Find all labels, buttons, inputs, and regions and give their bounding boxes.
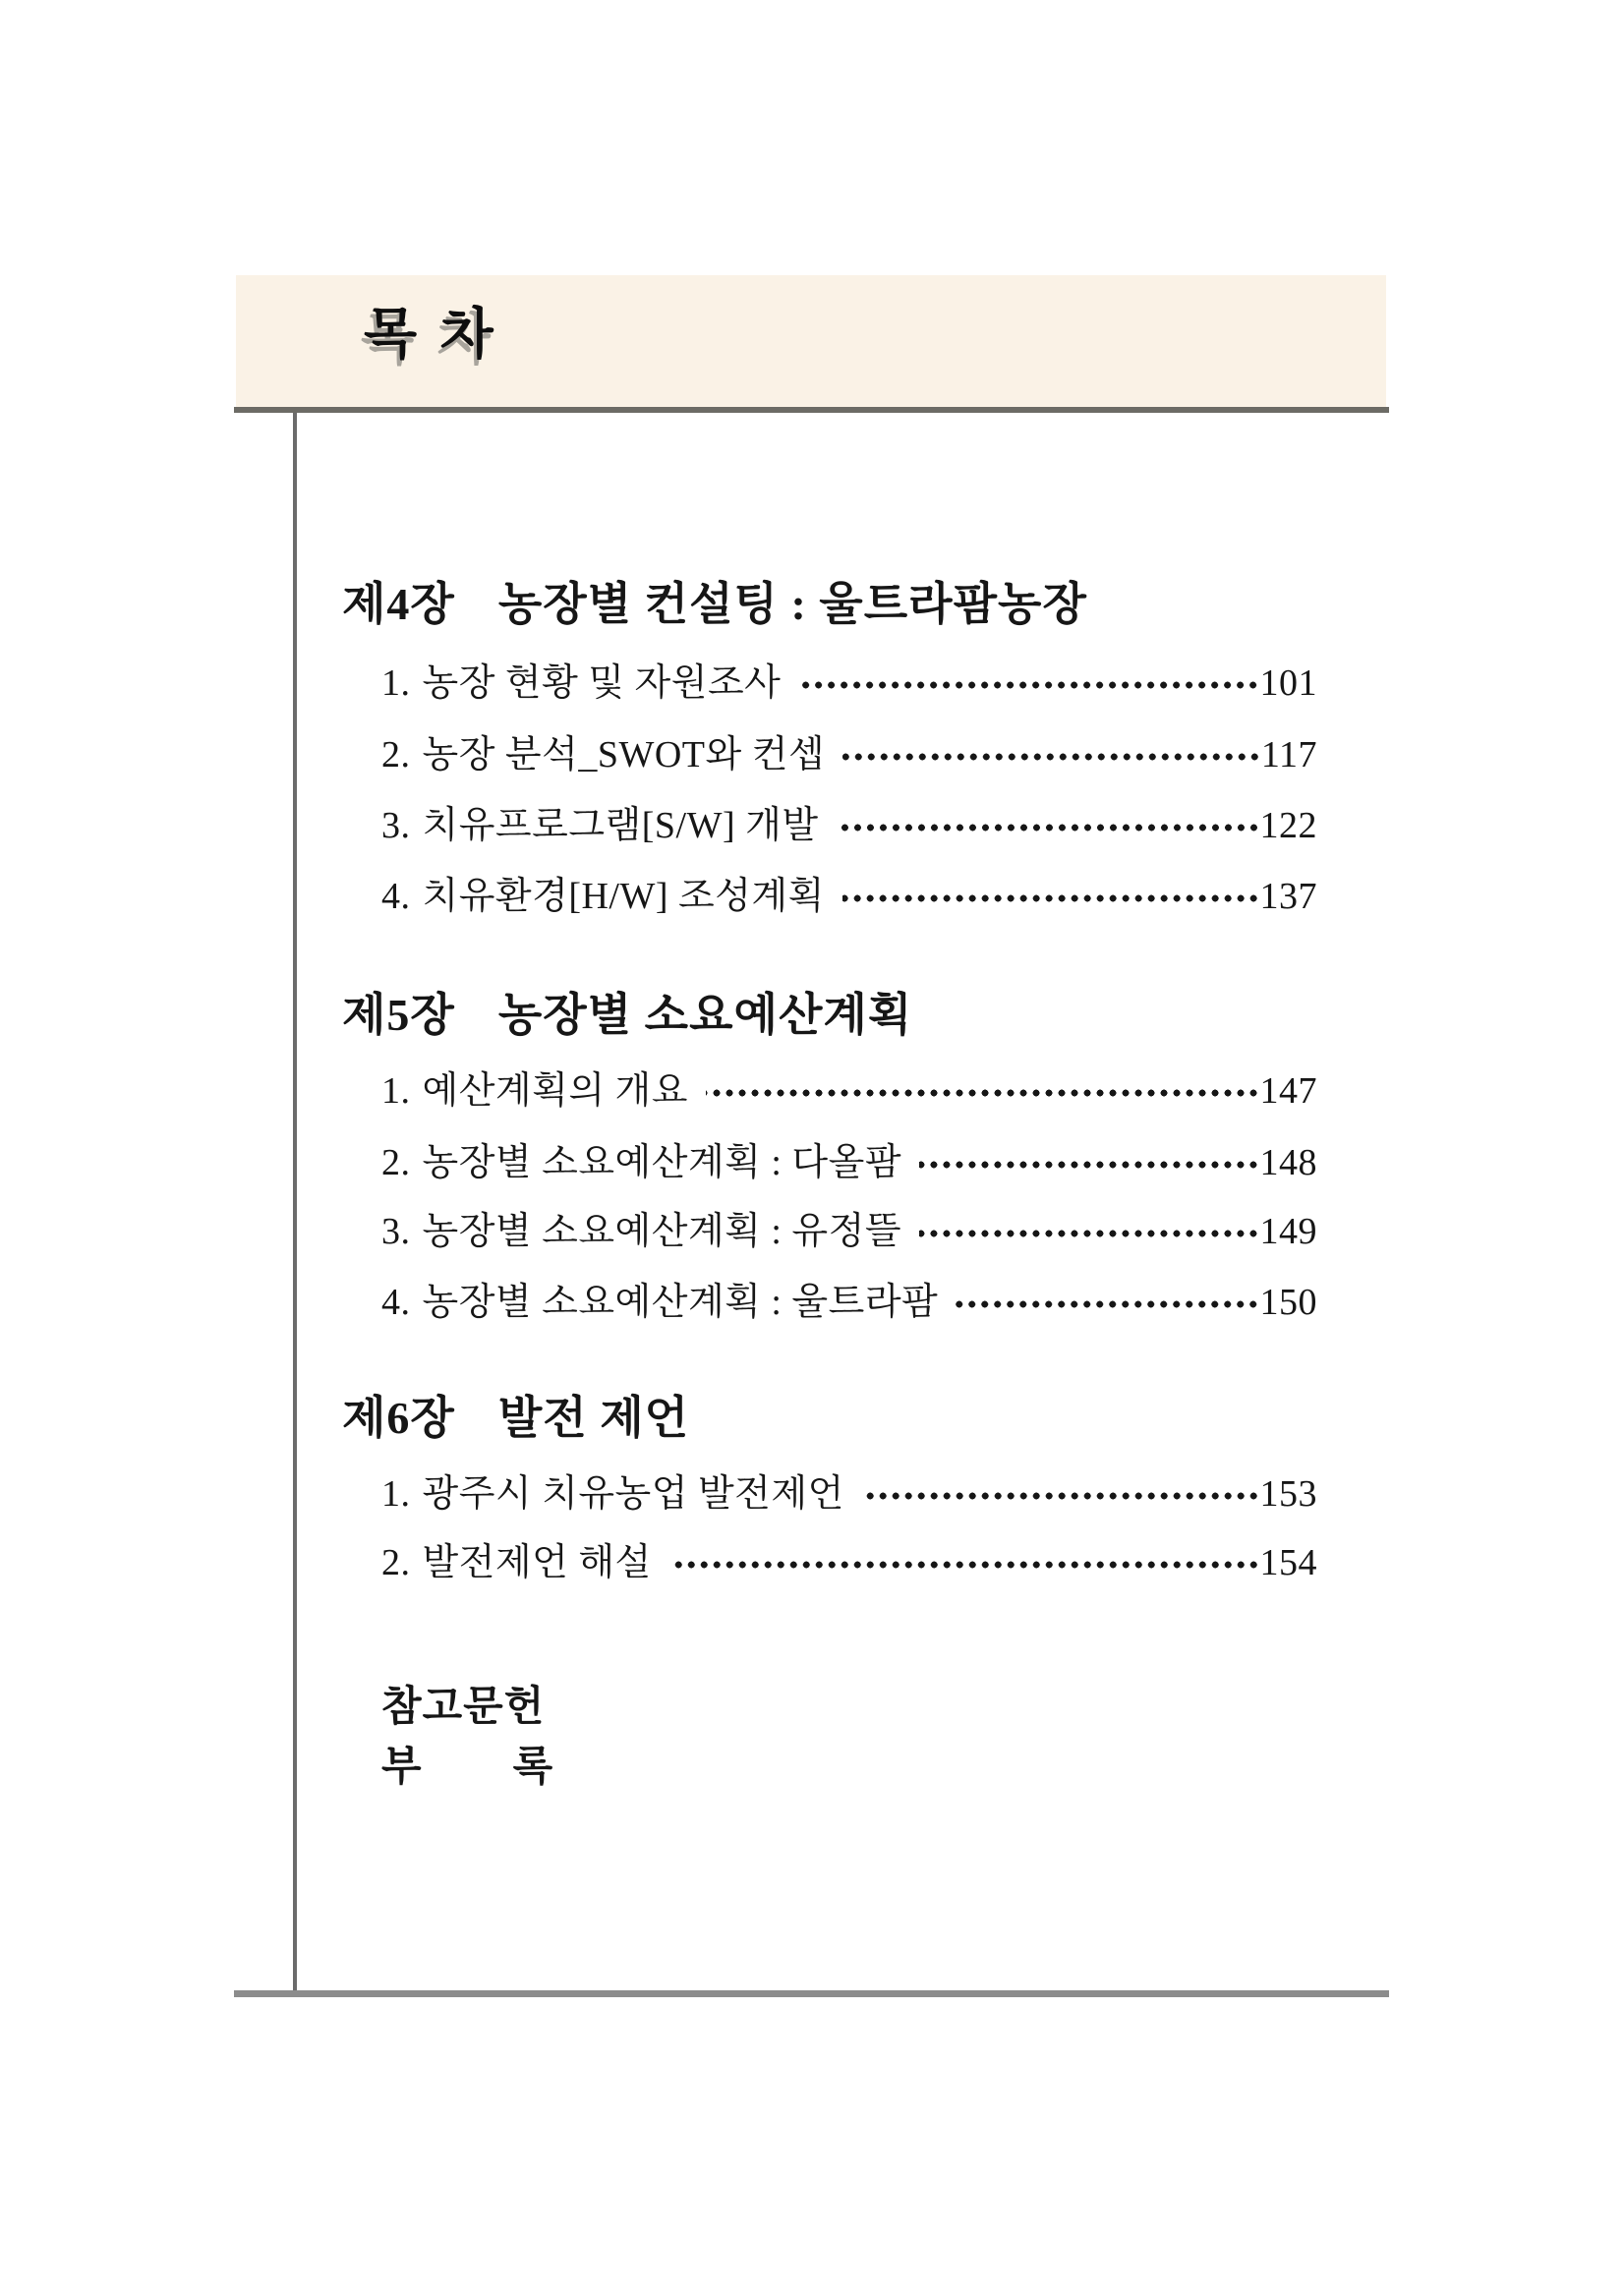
- toc-item: [381, 1140, 1317, 1185]
- dot-leader: [956, 1298, 1259, 1310]
- toc-item: [381, 660, 1317, 706]
- item-number: 2.: [381, 734, 411, 775]
- page-number: 137: [1259, 876, 1317, 917]
- page-number: 154: [1259, 1542, 1317, 1583]
- item-label: 치유환경[H/W] 조성계획: [422, 876, 825, 917]
- dot-leader: [706, 1087, 1260, 1099]
- toc-item: [381, 1540, 1317, 1585]
- item-number: 3.: [381, 1211, 411, 1252]
- item-number: 4.: [381, 1282, 411, 1323]
- page-number: 101: [1259, 662, 1317, 704]
- toc-item: [381, 874, 1317, 919]
- toc-item: [381, 803, 1317, 848]
- chapter-title: 농장별 소요예산계획: [497, 990, 913, 1040]
- toc-item: [381, 1068, 1317, 1114]
- toc-item: [381, 1280, 1317, 1325]
- chapter-title: 발전 제언: [497, 1393, 690, 1443]
- page-number: 149: [1259, 1211, 1317, 1252]
- dot-leader: [919, 1159, 1259, 1171]
- item-label: 농장별 소요예산계획 : 유정뜰: [422, 1211, 902, 1252]
- chapter-heading: [342, 577, 1087, 632]
- item-number: 1.: [381, 662, 411, 704]
- page-number: 148: [1259, 1142, 1317, 1183]
- item-label: 예산계획의 개요: [422, 1070, 688, 1112]
- chapter-number: 제4장: [342, 579, 455, 629]
- page-number: 147: [1259, 1070, 1317, 1112]
- chapter-heading: [342, 988, 912, 1043]
- dot-leader: [798, 679, 1259, 691]
- page-number: 117: [1260, 734, 1317, 775]
- item-label: 광주시 치유농업 발전제언: [422, 1473, 844, 1515]
- item-number: 1.: [381, 1070, 411, 1112]
- left-margin-rule: [293, 413, 297, 1990]
- item-number: 3.: [381, 805, 411, 846]
- header-rule: [234, 407, 1389, 413]
- page-number: 122: [1259, 805, 1317, 846]
- item-label: 발전제언 해설: [422, 1542, 652, 1583]
- chapter-number: 제5장: [342, 990, 455, 1040]
- item-label: 치유프로그램[S/W] 개발: [422, 805, 819, 846]
- page-title: 목 차: [364, 303, 497, 365]
- backmatter-references: 참고문헌: [381, 1685, 546, 1730]
- backmatter-appendix: 부 록: [381, 1745, 554, 1790]
- chapter-number: 제6장: [342, 1393, 455, 1443]
- dot-leader: [837, 822, 1260, 833]
- dot-leader: [862, 1490, 1260, 1502]
- page-number: 153: [1259, 1473, 1317, 1515]
- item-label: 농장 분석_SWOT와 컨셉: [422, 734, 826, 775]
- dot-leader: [919, 1228, 1259, 1239]
- item-label: 농장 현황 및 자원조사: [422, 662, 782, 704]
- chapter-title: 농장별 컨설팅 : 울트라팜농장: [497, 579, 1087, 629]
- footer-rule: [234, 1990, 1389, 1997]
- item-number: 4.: [381, 876, 411, 917]
- item-label: 농장별 소요예산계획 : 다올팜: [422, 1142, 902, 1183]
- item-number: 2.: [381, 1142, 411, 1183]
- toc-item: [381, 732, 1317, 777]
- header-band: [236, 275, 1386, 407]
- toc-item: [381, 1471, 1317, 1517]
- chapter-heading: [342, 1391, 689, 1446]
- item-number: 2.: [381, 1542, 411, 1583]
- dot-leader: [842, 751, 1261, 763]
- page-number: 150: [1259, 1282, 1317, 1323]
- dot-leader: [669, 1559, 1260, 1571]
- item-number: 1.: [381, 1473, 411, 1515]
- dot-leader: [842, 892, 1260, 904]
- toc-item: [381, 1209, 1317, 1254]
- item-label: 농장별 소요예산계획 : 울트라팜: [422, 1282, 939, 1323]
